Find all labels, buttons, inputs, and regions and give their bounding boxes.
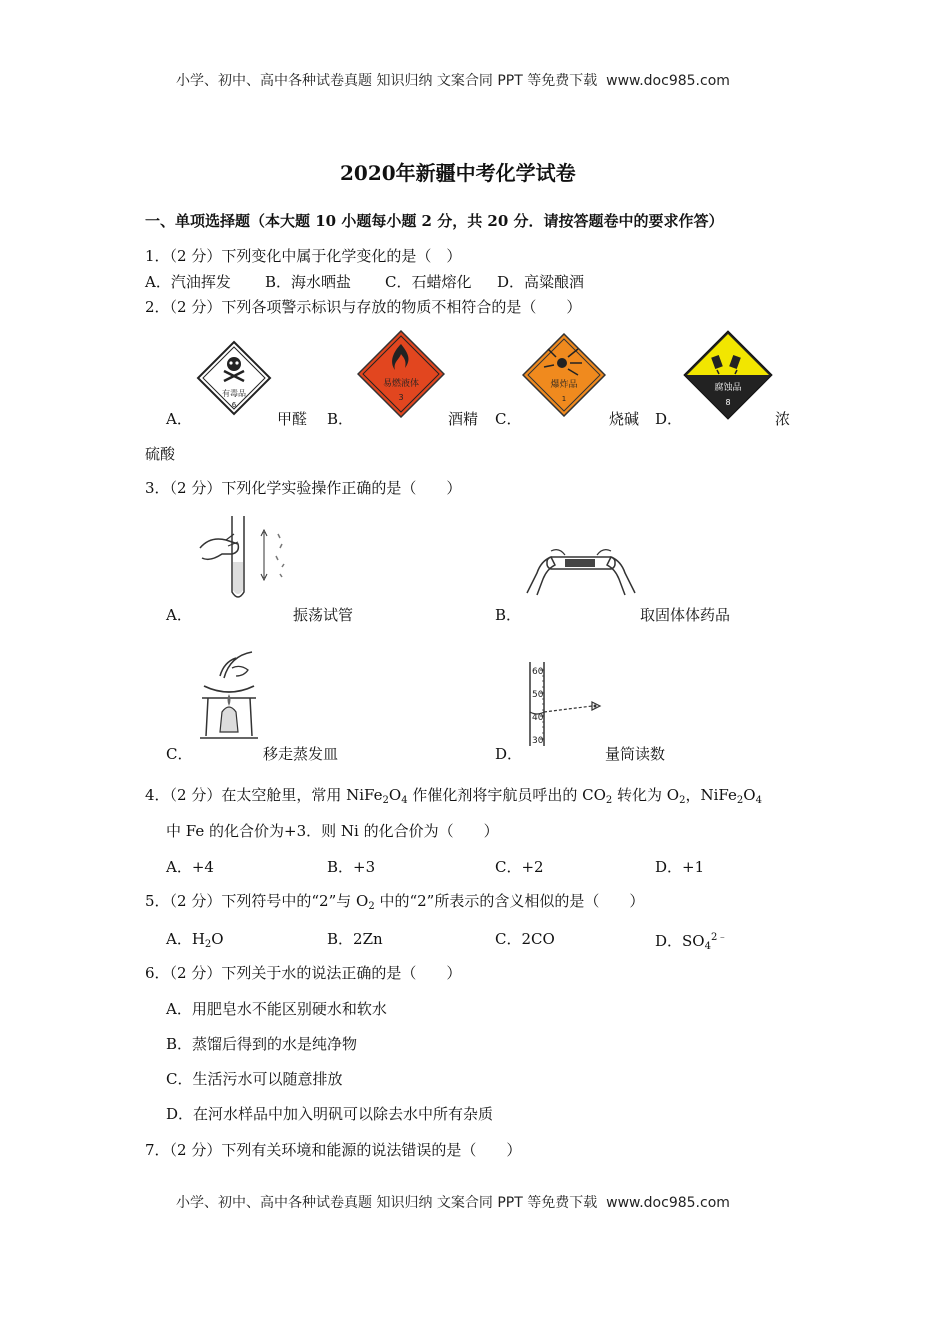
q5-subscript: 2 bbox=[368, 901, 375, 912]
q5-text: 中的“2”所表示的含义相似的是（ ） bbox=[374, 892, 645, 910]
q4-option-b: B．+3 bbox=[327, 858, 376, 876]
taking-solid-reagent-illustration bbox=[525, 543, 637, 598]
q4-text: 4．（2 分）在太空舱里，常用 NiFe bbox=[145, 786, 383, 804]
q2-substance-c: 烧碱 bbox=[609, 410, 640, 428]
q3-letter-a: A． bbox=[166, 606, 192, 624]
q3-caption-d: 量筒读数 bbox=[605, 745, 666, 763]
q4-subscript: 2 bbox=[605, 795, 613, 806]
cylinder-tick-30: 30 bbox=[532, 736, 544, 746]
q2-stem: 2．（2 分）下列各项警示标识与存放的物质不相符合的是（ ） bbox=[145, 298, 582, 316]
toxic-sign-icon bbox=[196, 340, 272, 416]
explosive-sign-label: 爆炸品 bbox=[550, 380, 578, 390]
q5-option-a bbox=[166, 928, 224, 950]
q4-subscript: 2 bbox=[679, 795, 686, 806]
q4-option-d: D．+1 bbox=[655, 858, 705, 876]
q4-subscript: 2 bbox=[736, 795, 744, 806]
section-heading: 一、单项选择题（本大题 10 小题每小题 2 分，共 20 分．请按答题卷中的要求作答） bbox=[145, 212, 724, 230]
q2-substance-d-continuation: 硫酸 bbox=[145, 445, 176, 463]
q4-text: ，NiFe bbox=[685, 786, 737, 804]
q3-caption-c: 移走蒸发皿 bbox=[263, 745, 339, 763]
graduated-cylinder-illustration bbox=[520, 660, 610, 748]
q1-option-a: A．汽油挥发 bbox=[145, 273, 231, 291]
header-text: 小学、初中、高中各种试卷真题 知识归纳 文案合同 PPT 等免费下载 bbox=[176, 73, 598, 89]
q4-text: 作催化剂将宇航员呼出的 CO bbox=[407, 786, 606, 804]
q1-option-b: B．海水晒盐 bbox=[265, 273, 352, 291]
page-footer bbox=[176, 1192, 730, 1212]
explosive-sign-icon bbox=[522, 333, 606, 417]
q4-option-c: C．+2 bbox=[495, 858, 544, 876]
q1-option-c: C．石蜡熔化 bbox=[385, 273, 472, 291]
q5-text: D．SO bbox=[655, 932, 705, 950]
q4-text: 转化为 O bbox=[612, 786, 680, 804]
q3-caption-b: 取固体体药品 bbox=[640, 606, 731, 624]
q4-subscript: 2 bbox=[382, 795, 389, 806]
q3-letter-b: B． bbox=[495, 606, 522, 624]
q4-stem-line2: 中 Fe 的化合价为+3．则 Ni 的化合价为（ ） bbox=[166, 822, 499, 840]
explosive-sign-number: 1 bbox=[561, 395, 567, 403]
q2-letter-c: C． bbox=[495, 410, 522, 428]
flammable-sign-label: 易燃液体 bbox=[382, 379, 420, 389]
footer-url[interactable]: www.doc985.com bbox=[606, 1195, 730, 1211]
cylinder-tick-60: 60 bbox=[532, 667, 544, 677]
q6-option-b: B．蒸馏后得到的水是纯净物 bbox=[166, 1035, 358, 1053]
q2-letter-a: A． bbox=[166, 410, 192, 428]
q3-letter-c: C． bbox=[166, 745, 193, 763]
q5-text: A．H bbox=[166, 930, 205, 948]
q5-option-b: B．2Zn bbox=[327, 930, 383, 948]
q5-text: O bbox=[211, 930, 224, 948]
q1-stem: 1．（2 分）下列变化中属于化学变化的是（ ） bbox=[145, 247, 462, 265]
q6-stem: 6．（2 分）下列关于水的说法正确的是（ ） bbox=[145, 964, 462, 982]
q4-subscript: 4 bbox=[755, 795, 762, 806]
q4-stem-line1 bbox=[145, 784, 762, 806]
header-url[interactable]: www.doc985.com bbox=[606, 73, 730, 89]
corrosive-sign-number: 8 bbox=[725, 398, 731, 407]
q2-substance-a: 甲醛 bbox=[277, 410, 308, 428]
q2-substance-d: 浓 bbox=[775, 410, 791, 428]
q4-text: O bbox=[388, 786, 402, 804]
cylinder-tick-50: 50 bbox=[532, 690, 544, 700]
q5-subscript: 2 bbox=[204, 939, 212, 950]
q6-option-a: A．用肥皂水不能区别硬水和软水 bbox=[166, 1000, 387, 1018]
toxic-sign-number: 6 bbox=[231, 401, 237, 409]
cylinder-tick-40: 40 bbox=[532, 713, 544, 723]
shaking-test-tube-illustration bbox=[196, 512, 296, 602]
q5-superscript: 2﹣ bbox=[710, 932, 728, 943]
q2-substance-b: 酒精 bbox=[448, 410, 479, 428]
q2-letter-b: B． bbox=[327, 410, 354, 428]
footer-text: 小学、初中、高中各种试卷真题 知识归纳 文案合同 PPT 等免费下载 bbox=[176, 1195, 598, 1211]
q2-letter-d: D． bbox=[655, 410, 683, 428]
page-header bbox=[176, 70, 730, 90]
toxic-sign-label: 有毒品 bbox=[222, 389, 246, 398]
q5-subscript: 4 bbox=[704, 941, 711, 952]
flammable-sign-number: 3 bbox=[398, 393, 404, 402]
q7-stem: 7．（2 分）下列有关环境和能源的说法错误的是（ ） bbox=[145, 1141, 522, 1159]
q3-caption-a: 振荡试管 bbox=[293, 606, 354, 624]
q1-option-d: D．高粱酿酒 bbox=[497, 273, 585, 291]
q5-option-c: C．2CO bbox=[495, 930, 555, 948]
corrosive-sign-label: 腐蚀品 bbox=[714, 383, 742, 393]
q4-text: O bbox=[743, 786, 756, 804]
q3-stem: 3．（2 分）下列化学实验操作正确的是（ ） bbox=[145, 479, 462, 497]
removing-evaporating-dish-illustration bbox=[196, 650, 262, 746]
q6-option-c: C．生活污水可以随意排放 bbox=[166, 1070, 343, 1088]
q5-stem bbox=[145, 890, 644, 912]
flammable-liquid-sign-icon bbox=[357, 330, 445, 418]
q6-option-d: D．在河水样品中加入明矾可以除去水中所有杂质 bbox=[166, 1105, 494, 1123]
q4-subscript: 4 bbox=[401, 795, 408, 806]
corrosive-sign-icon bbox=[683, 330, 773, 420]
q4-option-a: A．+4 bbox=[166, 858, 214, 876]
q5-option-d bbox=[655, 928, 727, 952]
q3-letter-d: D． bbox=[495, 745, 523, 763]
q5-text: 5．（2 分）下列符号中的“2”与 O bbox=[145, 892, 369, 910]
page-title: 2020年新疆中考化学试卷 bbox=[340, 161, 576, 185]
